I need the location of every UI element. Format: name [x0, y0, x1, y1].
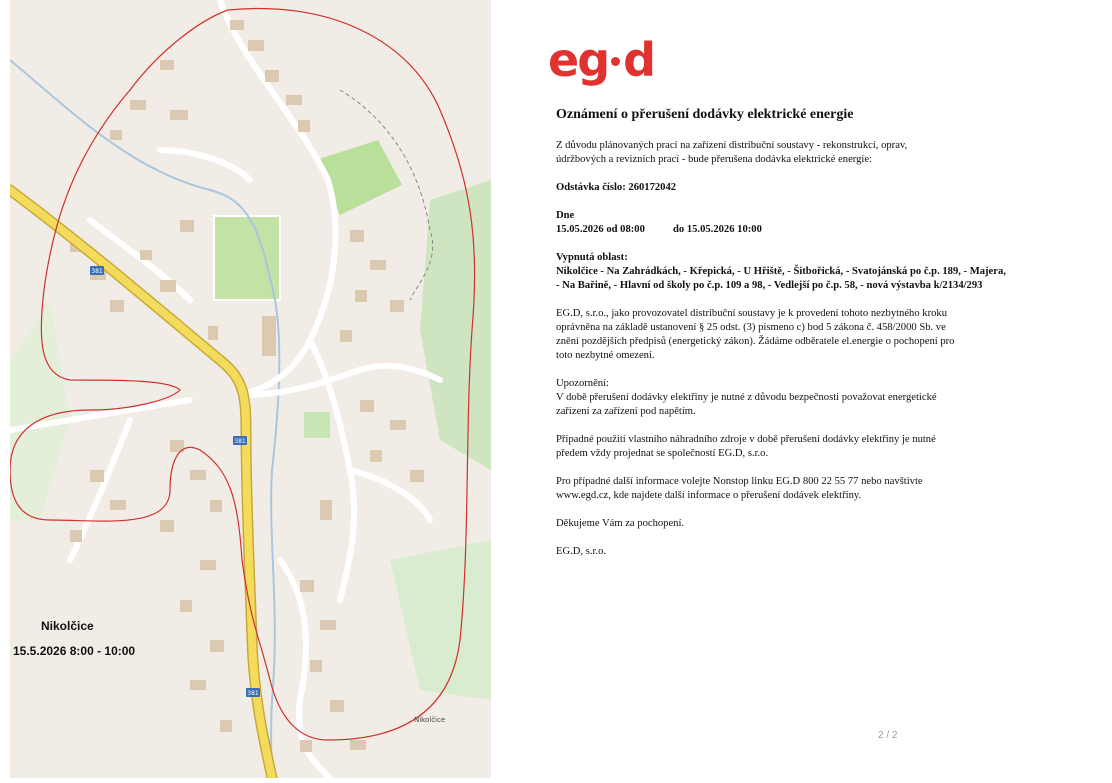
- outage-number: Odstávka číslo: 260172042: [556, 182, 677, 193]
- map-corner-label: Nikolčice: [414, 716, 446, 724]
- date-heading: Dne: [556, 210, 575, 221]
- area-line-1: Nikolčice - Na Zahrádkách, - Křepická, - U Hřiště, - Šitbořická, - Svatojánská po č.p. 189, - Majera,: [556, 266, 1006, 277]
- forest-area: [420, 180, 491, 470]
- area-heading: Vypnutá oblast:: [556, 252, 628, 263]
- legal-line-4: toto nezbytné omezení.: [556, 350, 655, 361]
- field-area: [390, 540, 491, 700]
- legal-line-2: oprávněna na základě ustanovení § 25 odst. (3) písmeno c) bod 5 zákona č. 458/2000 Sb. ve: [556, 322, 946, 333]
- generator-line-1: Případné použití vlastního náhradního zdroje v době přerušení dodávky elektřiny je nutné: [556, 434, 936, 445]
- info-line-2: www.egd.cz, kde najdete další informace o přerušení dodávek elektřiny.: [556, 490, 862, 501]
- egd-logo: eg d: [548, 33, 655, 87]
- map-date-label: 15.5.2026 8:00 - 10:00: [13, 644, 136, 658]
- road-shields: [90, 266, 260, 697]
- outage-map[interactable]: [10, 0, 491, 778]
- warning-line-2: zařízení za zařízení pod napětím.: [556, 406, 696, 417]
- area-line-2: - Na Bařině, - Hlavní od školy po č.p. 109 a 98, - Vedlejší po č.p. 58, - nová výstavba k/2134/293: [556, 280, 983, 291]
- road-number-label: 381: [247, 690, 259, 697]
- intro-line-2: údržbových a revizních prací - bude přerušena dodávka elektrické energie:: [556, 154, 872, 165]
- signature-text: EG.D, s.r.o.: [556, 546, 607, 557]
- road-number-label: 381: [234, 438, 246, 445]
- logo-dot-icon: [611, 57, 620, 66]
- date-from: 15.05.2026 od 08:00: [556, 224, 645, 235]
- info-line-1: Pro případné další informace volejte Nonstop linku EG.D 800 22 55 77 nebo navštivte: [556, 476, 923, 487]
- warning-line-1: V době přerušení dodávky elektřiny je nutné z důvodu bezpečnosti považovat energetické: [556, 392, 937, 403]
- date-to: do 15.05.2026 10:00: [673, 224, 762, 235]
- warning-heading: Upozornění:: [556, 378, 609, 389]
- generator-line-2: předem vždy projednat se společností EG.D, s.r.o.: [556, 448, 769, 459]
- legal-line-3: znění pozdějších předpisů (energetický zákon). Žádáme odběratele el.energie o pochopení pro: [556, 336, 955, 347]
- road-number-label: 381: [91, 268, 103, 275]
- roads: [10, 0, 440, 778]
- football-field: [214, 216, 280, 300]
- map-graphic: [10, 0, 491, 778]
- page-number: 2 / 2: [878, 730, 898, 741]
- map-town-label: Nikolčice: [41, 619, 94, 633]
- thanks-text: Děkujeme Vám za pochopení.: [556, 518, 685, 529]
- notice-title: Oznámení o přerušení dodávky elektrické energie: [556, 107, 854, 122]
- meadow-area: [10, 300, 70, 520]
- legal-line-1: EG.D, s.r.o., jako provozovatel distribuční soustavy je k provedení tohoto nezbytného kroku: [556, 308, 948, 319]
- intro-line-1: Z důvodu plánovaných prací na zařízení distribuční soustavy - rekonstrukcí, oprav,: [556, 140, 908, 151]
- park-area: [304, 412, 330, 438]
